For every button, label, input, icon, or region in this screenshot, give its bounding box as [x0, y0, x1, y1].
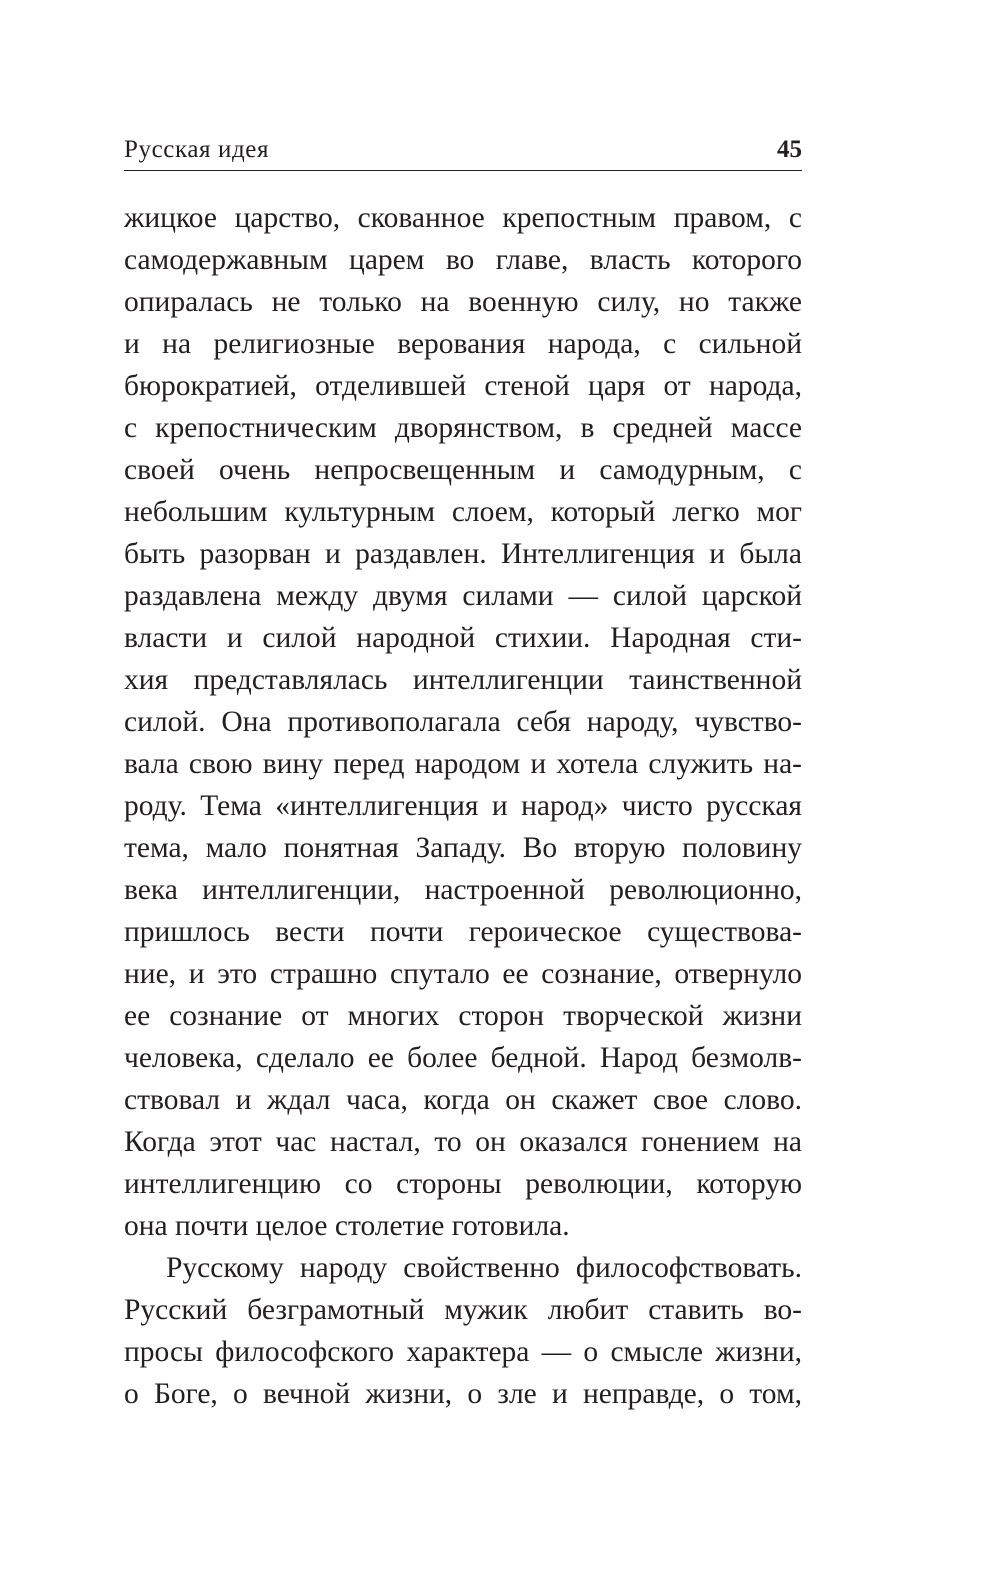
- text-line: века интеллигенции, настроенной революционно,: [124, 874, 802, 906]
- text-line: власти и силой народной стихии. Народная сти-: [124, 622, 802, 654]
- text-line: силой. Она противополагала себя народу, чувство-: [124, 706, 802, 738]
- page-number: 45: [777, 136, 802, 163]
- text-line: ние, и это страшно спутало ее сознание, отвернуло: [124, 958, 802, 990]
- text-line: ее сознание от многих сторон творческой жизни: [124, 1000, 802, 1032]
- running-head: [124, 133, 802, 167]
- running-title: Русская идея: [124, 136, 270, 163]
- paragraph-last-line: она почти целое столетие готовила.: [124, 1210, 570, 1242]
- text-line: своей очень непросвещенным и самодурным, с: [124, 454, 802, 486]
- text-line: и на религиозные верования народа, с сильной: [124, 328, 802, 360]
- text-line: человека, сделало ее более бедной. Народ безмолв-: [124, 1042, 802, 1074]
- text-line: Когда этот час настал, то он оказался гонением на: [124, 1126, 802, 1158]
- text-line: интеллигенцию со стороны революции, которую: [124, 1168, 802, 1200]
- text-line: жицкое царство, скованное крепостным правом, с: [124, 202, 802, 234]
- text-line: хия представлялась интеллигенции таинственной: [124, 664, 802, 696]
- text-line: с крепостническим дворянством, в средней массе: [124, 412, 802, 444]
- text-line: тема, мало понятная Западу. Во вторую половину: [124, 832, 802, 864]
- text-line: опиралась не только на военную силу, но также: [124, 286, 802, 318]
- text-line: раздавлена между двумя силами — силой царской: [124, 580, 802, 612]
- text-line: Русский безграмотный мужик любит ставить во-: [124, 1294, 802, 1326]
- text-line: самодержавным царем во главе, власть которого: [124, 244, 802, 276]
- text-line: ствовал и ждал часа, когда он скажет свое слово.: [124, 1084, 802, 1116]
- text-line: о Боге, о вечной жизни, о зле и неправде, о том,: [124, 1378, 802, 1410]
- header-rule: [124, 170, 802, 171]
- body-text: [124, 197, 802, 1415]
- text-line: быть разорван и раздавлен. Интеллигенция и была: [124, 538, 802, 570]
- text-line: небольшим культурным слоем, который легко мог: [124, 496, 802, 528]
- paragraph-first-line: Русскому народу свойственно философствовать.: [166, 1252, 802, 1284]
- text-line: просы философского характера — о смысле жизни,: [124, 1336, 802, 1368]
- text-line: вала свою вину перед народом и хотела служить на-: [124, 748, 802, 780]
- text-line: бюрократией, отделившей стеной царя от народа,: [124, 370, 802, 402]
- text-line: роду. Тема «интеллигенция и народ» чисто русская: [124, 790, 802, 822]
- text-line: пришлось вести почти героическое существова-: [124, 916, 802, 948]
